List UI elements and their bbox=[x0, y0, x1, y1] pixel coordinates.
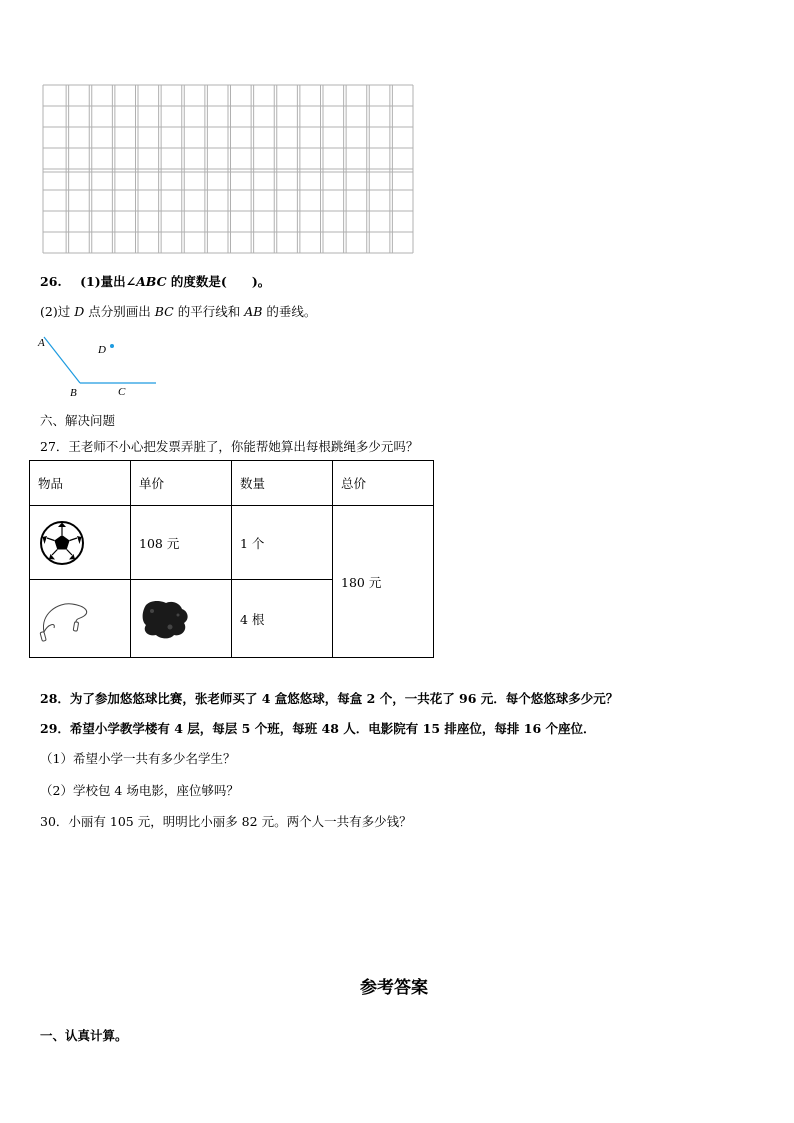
q26-part2-c: 点分别画出 bbox=[88, 304, 151, 319]
question-26-part1-var: ABC bbox=[136, 274, 167, 289]
q26-part2-bc: BC bbox=[154, 304, 174, 319]
cell-rope-qty: 4 根 bbox=[232, 580, 333, 658]
table-row bbox=[30, 506, 434, 580]
q26-part2-ab: AB bbox=[244, 304, 263, 319]
question-29-sub2: （2）学校包 4 场电影，座位够吗？ bbox=[40, 783, 239, 798]
section-6-title: 六、解决问题 bbox=[40, 413, 116, 428]
cell-soccer-qty: 1 个 bbox=[232, 506, 333, 580]
answers-section-1: 一、认真计算。 bbox=[40, 1028, 128, 1043]
question-26-part1-prefix: (1)量出∠ bbox=[80, 274, 137, 289]
question-28-text: 28．为了参加悠悠球比赛，张老师买了 4 盒悠悠球，每盒 2 个，一共花了 96 元．每个悠悠球多少元？ bbox=[40, 691, 619, 706]
soccer-ball-icon bbox=[39, 520, 85, 566]
label-a: A bbox=[38, 337, 45, 349]
question-26-part2 bbox=[40, 302, 316, 320]
q26-part2-e: 的平行线和 bbox=[177, 304, 241, 319]
question-29-text: 29．希望小学教学楼有 4 层，每层 5 个班，每班 48 人．电影院有 15 排座位，每排 16 个座位． bbox=[40, 721, 596, 736]
cell-jump-rope bbox=[30, 580, 131, 658]
q26-part2-g: 的垂线。 bbox=[266, 304, 317, 319]
header-quantity: 数量 bbox=[232, 461, 333, 506]
cell-total: 180 元 bbox=[333, 506, 434, 658]
invoice-table bbox=[29, 460, 434, 658]
label-c: C bbox=[118, 386, 126, 398]
cell-soccer-price: 108 元 bbox=[131, 506, 232, 580]
cell-soccer-ball bbox=[30, 506, 131, 580]
label-d: D bbox=[98, 344, 106, 356]
question-26-part1-suffix: 的度数是( )。 bbox=[170, 274, 271, 289]
question-26-number: 26. bbox=[40, 274, 62, 289]
table-header-row bbox=[30, 461, 434, 506]
question-29-sub1: （1）希望小学一共有多少名学生？ bbox=[40, 751, 236, 766]
label-b: B bbox=[70, 387, 77, 399]
header-unit-price: 单价 bbox=[131, 461, 232, 506]
ink-stain-icon bbox=[140, 597, 190, 641]
q26-part2-point-d: D bbox=[74, 304, 85, 319]
cell-rope-price bbox=[131, 580, 232, 658]
question-26 bbox=[40, 272, 270, 290]
header-item: 物品 bbox=[30, 461, 131, 506]
question-27-text: 27．王老师不小心把发票弄脏了，你能帮她算出每根跳绳多少元吗？ bbox=[40, 439, 419, 454]
point-d bbox=[110, 344, 114, 348]
q26-part2-a: (2)过 bbox=[40, 304, 71, 319]
angle-diagram bbox=[30, 332, 160, 402]
header-total: 总价 bbox=[333, 461, 434, 506]
ray-ba bbox=[44, 337, 80, 383]
answers-title: 参考答案 bbox=[360, 978, 428, 998]
question-30-text: 30．小丽有 105 元，明明比小丽多 82 元。两个人一共有多少钱？ bbox=[40, 814, 412, 829]
jump-rope-icon bbox=[38, 594, 98, 644]
grid-paper bbox=[41, 83, 415, 259]
